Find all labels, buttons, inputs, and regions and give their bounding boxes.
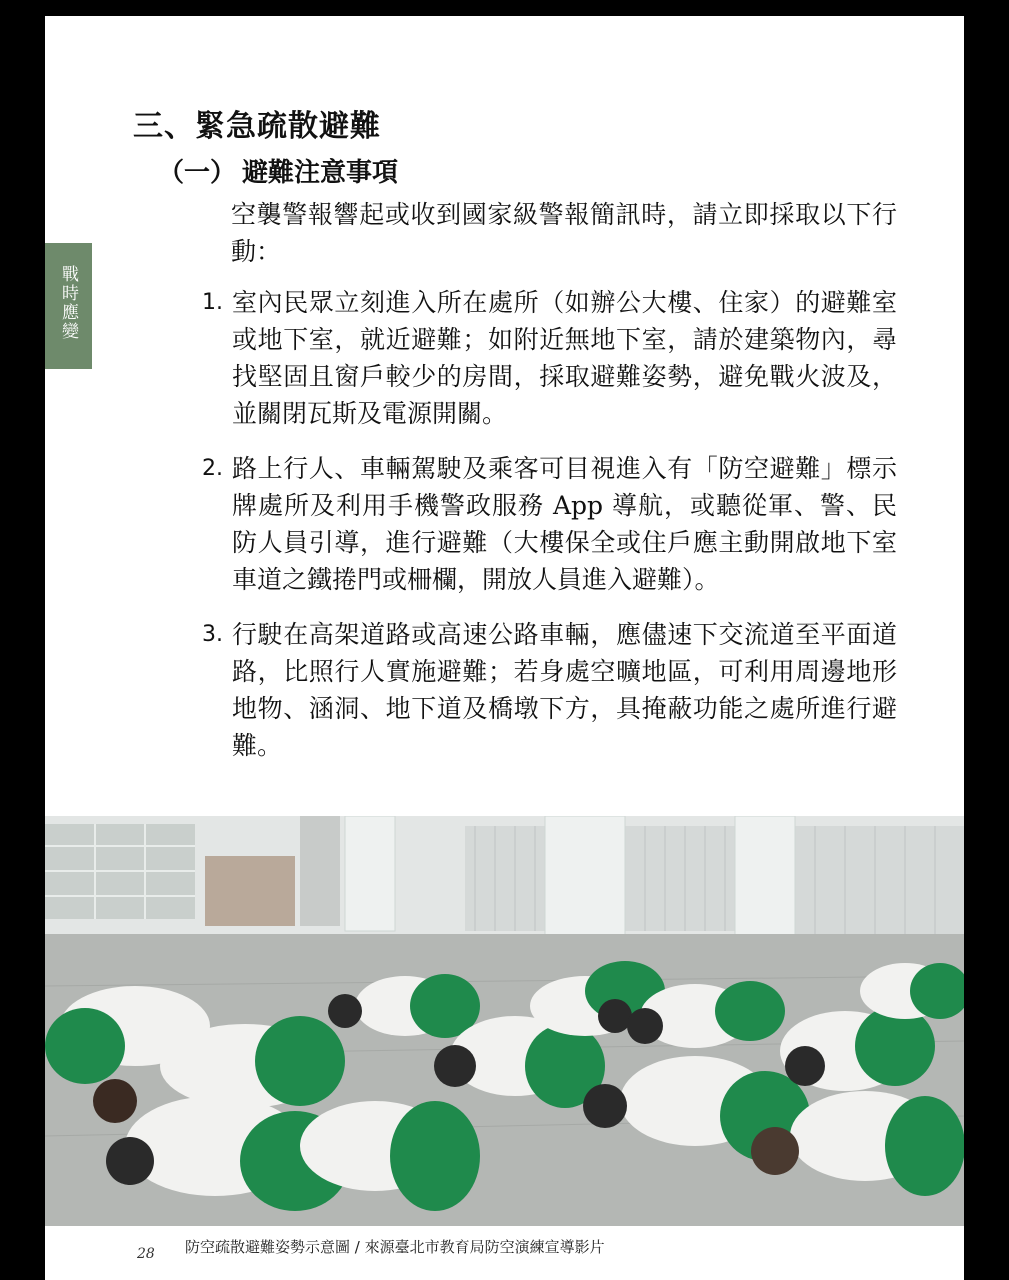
subsection-title: 避難注意事項 (242, 158, 399, 188)
list-item-text: 室內民眾立刻進入所在處所（如辦公大樓、住家）的避難室或地下室，就近避難；如附近無地下室，請於建築物內，尋找堅固且窗戶較少的房間，採取避難姿勢，避免戰火波及，並關閉瓦斯及電源開關。 (232, 288, 897, 428)
list-item (202, 616, 897, 764)
list-item (202, 284, 897, 432)
subsection-heading (158, 152, 398, 189)
document-page (45, 16, 964, 1280)
photo-illustration (45, 816, 964, 1226)
list-item-number: 3. (202, 622, 223, 647)
list-item-number: 2. (202, 456, 223, 481)
section-title: 三、緊急疏散避難 (133, 109, 381, 144)
list-item-text: 行駛在高架道路或高速公路車輛，應儘速下交流道至平面道路，比照行人實施避難；若身處空曠地區，可利用周邊地形地物、涵洞、地下道及橋墩下方，具掩蔽功能之處所進行避難。 (232, 620, 897, 760)
page-number: 28 (137, 1246, 155, 1262)
intro-paragraph: 空襲警報響起或收到國家級警報簡訊時，請立即採取以下行動： (231, 200, 897, 266)
evacuation-posture-photo (45, 816, 964, 1226)
list-item-number: 1. (202, 290, 223, 315)
list-item-text: 路上行人、車輛駕駛及乘客可目視進入有「防空避難」標示牌處所及利用手機警政服務 App 導航，或聽從軍、警、民防人員引導，進行避難（大樓保全或住戶應主動開啟地下室車道之鐵捲門或柵欄，開放人員進入避難）。 (232, 454, 897, 594)
photo-caption: 防空疏散避難姿勢示意圖 / 來源臺北市教育局防空演練宣導影片 (185, 1238, 605, 1256)
chapter-side-tab (45, 243, 92, 369)
chapter-side-tab-label: 戰時應變 (58, 265, 78, 341)
list-item (202, 450, 897, 598)
subsection-number: （一） (158, 158, 237, 188)
